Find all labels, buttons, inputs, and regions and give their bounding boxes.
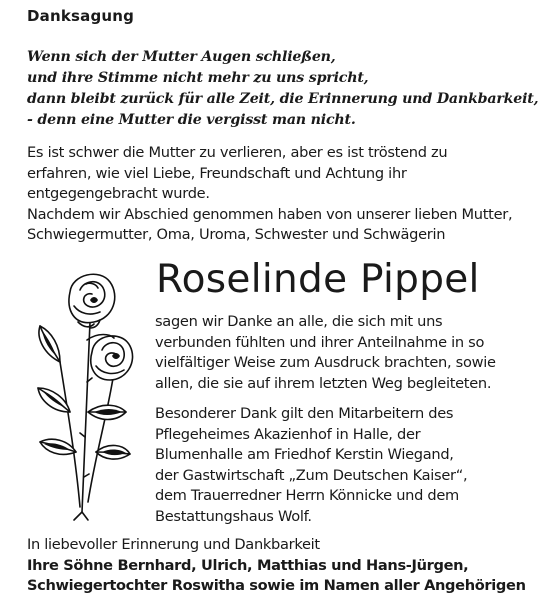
poem (27, 47, 537, 131)
special-thanks-line: Pflegeheimes Akazienhof in Halle, der (155, 425, 421, 443)
poem-line: Wenn sich der Mutter Augen schließen, (27, 49, 336, 65)
intro-text (27, 143, 537, 246)
intro-line: entgegengebracht wurde. (27, 185, 210, 202)
closing-line: In liebevoller Erinnerung und Dankbarkeit (27, 536, 320, 553)
poem-line: und ihre Stimme nicht mehr zu uns spricht, (27, 70, 369, 86)
poem-line: dann bleibt zurück für alle Zeit, die Erinnerung und Dankbarkeit, (27, 91, 539, 107)
special-thanks-line: Blumenhalle am Friedhof Kerstin Wiegand, (155, 446, 454, 463)
thanks-text (155, 312, 540, 394)
poem-line: - denn eine Mutter die vergisst man nicht. (27, 112, 356, 128)
special-thanks-line: der Gastwirtschaft „Zum Deutschen Kaiser“, (155, 466, 468, 484)
thanks-line: vielfältiger Weise zum Ausdruck brachten, sowie (155, 354, 496, 371)
closing (27, 535, 542, 597)
special-thanks-line: Besonderer Dank gilt den Mitarbeitern des (155, 405, 454, 422)
thanks-line: allen, die sie auf ihrem letzten Weg begleiteten. (155, 374, 492, 392)
special-thanks-line: dem Trauerredner Herrn Könnicke und dem (155, 487, 459, 504)
rose-illustration-icon (30, 262, 140, 522)
signatory-line: Ihre Söhne Bernhard, Ulrich, Matthias und Hans-Jürgen, (27, 556, 469, 574)
thanks-line: sagen wir Danke an alle, die sich mit uns (155, 313, 443, 330)
intro-line: Es ist schwer die Mutter zu verlieren, aber es ist tröstend zu (27, 144, 448, 161)
intro-line: Schwiegermutter, Oma, Uroma, Schwester und Schwägerin (27, 226, 446, 243)
heading: Danksagung (27, 7, 135, 25)
deceased-name: Roselinde Pippel (156, 257, 480, 302)
special-thanks-text (155, 404, 540, 527)
intro-line: Nachdem wir Abschied genommen haben von unserer lieben Mutter, (27, 205, 513, 223)
special-thanks-line: Bestattungshaus Wolf. (155, 507, 312, 525)
thanks-line: verbunden fühlten und ihrer Anteilnahme in so (155, 333, 485, 351)
signatory-line: Schwiegertochter Roswitha sowie im Namen aller Angehörigen (27, 577, 526, 594)
intro-line: erfahren, wie viel Liebe, Freundschaft und Achtung ihr (27, 164, 407, 182)
